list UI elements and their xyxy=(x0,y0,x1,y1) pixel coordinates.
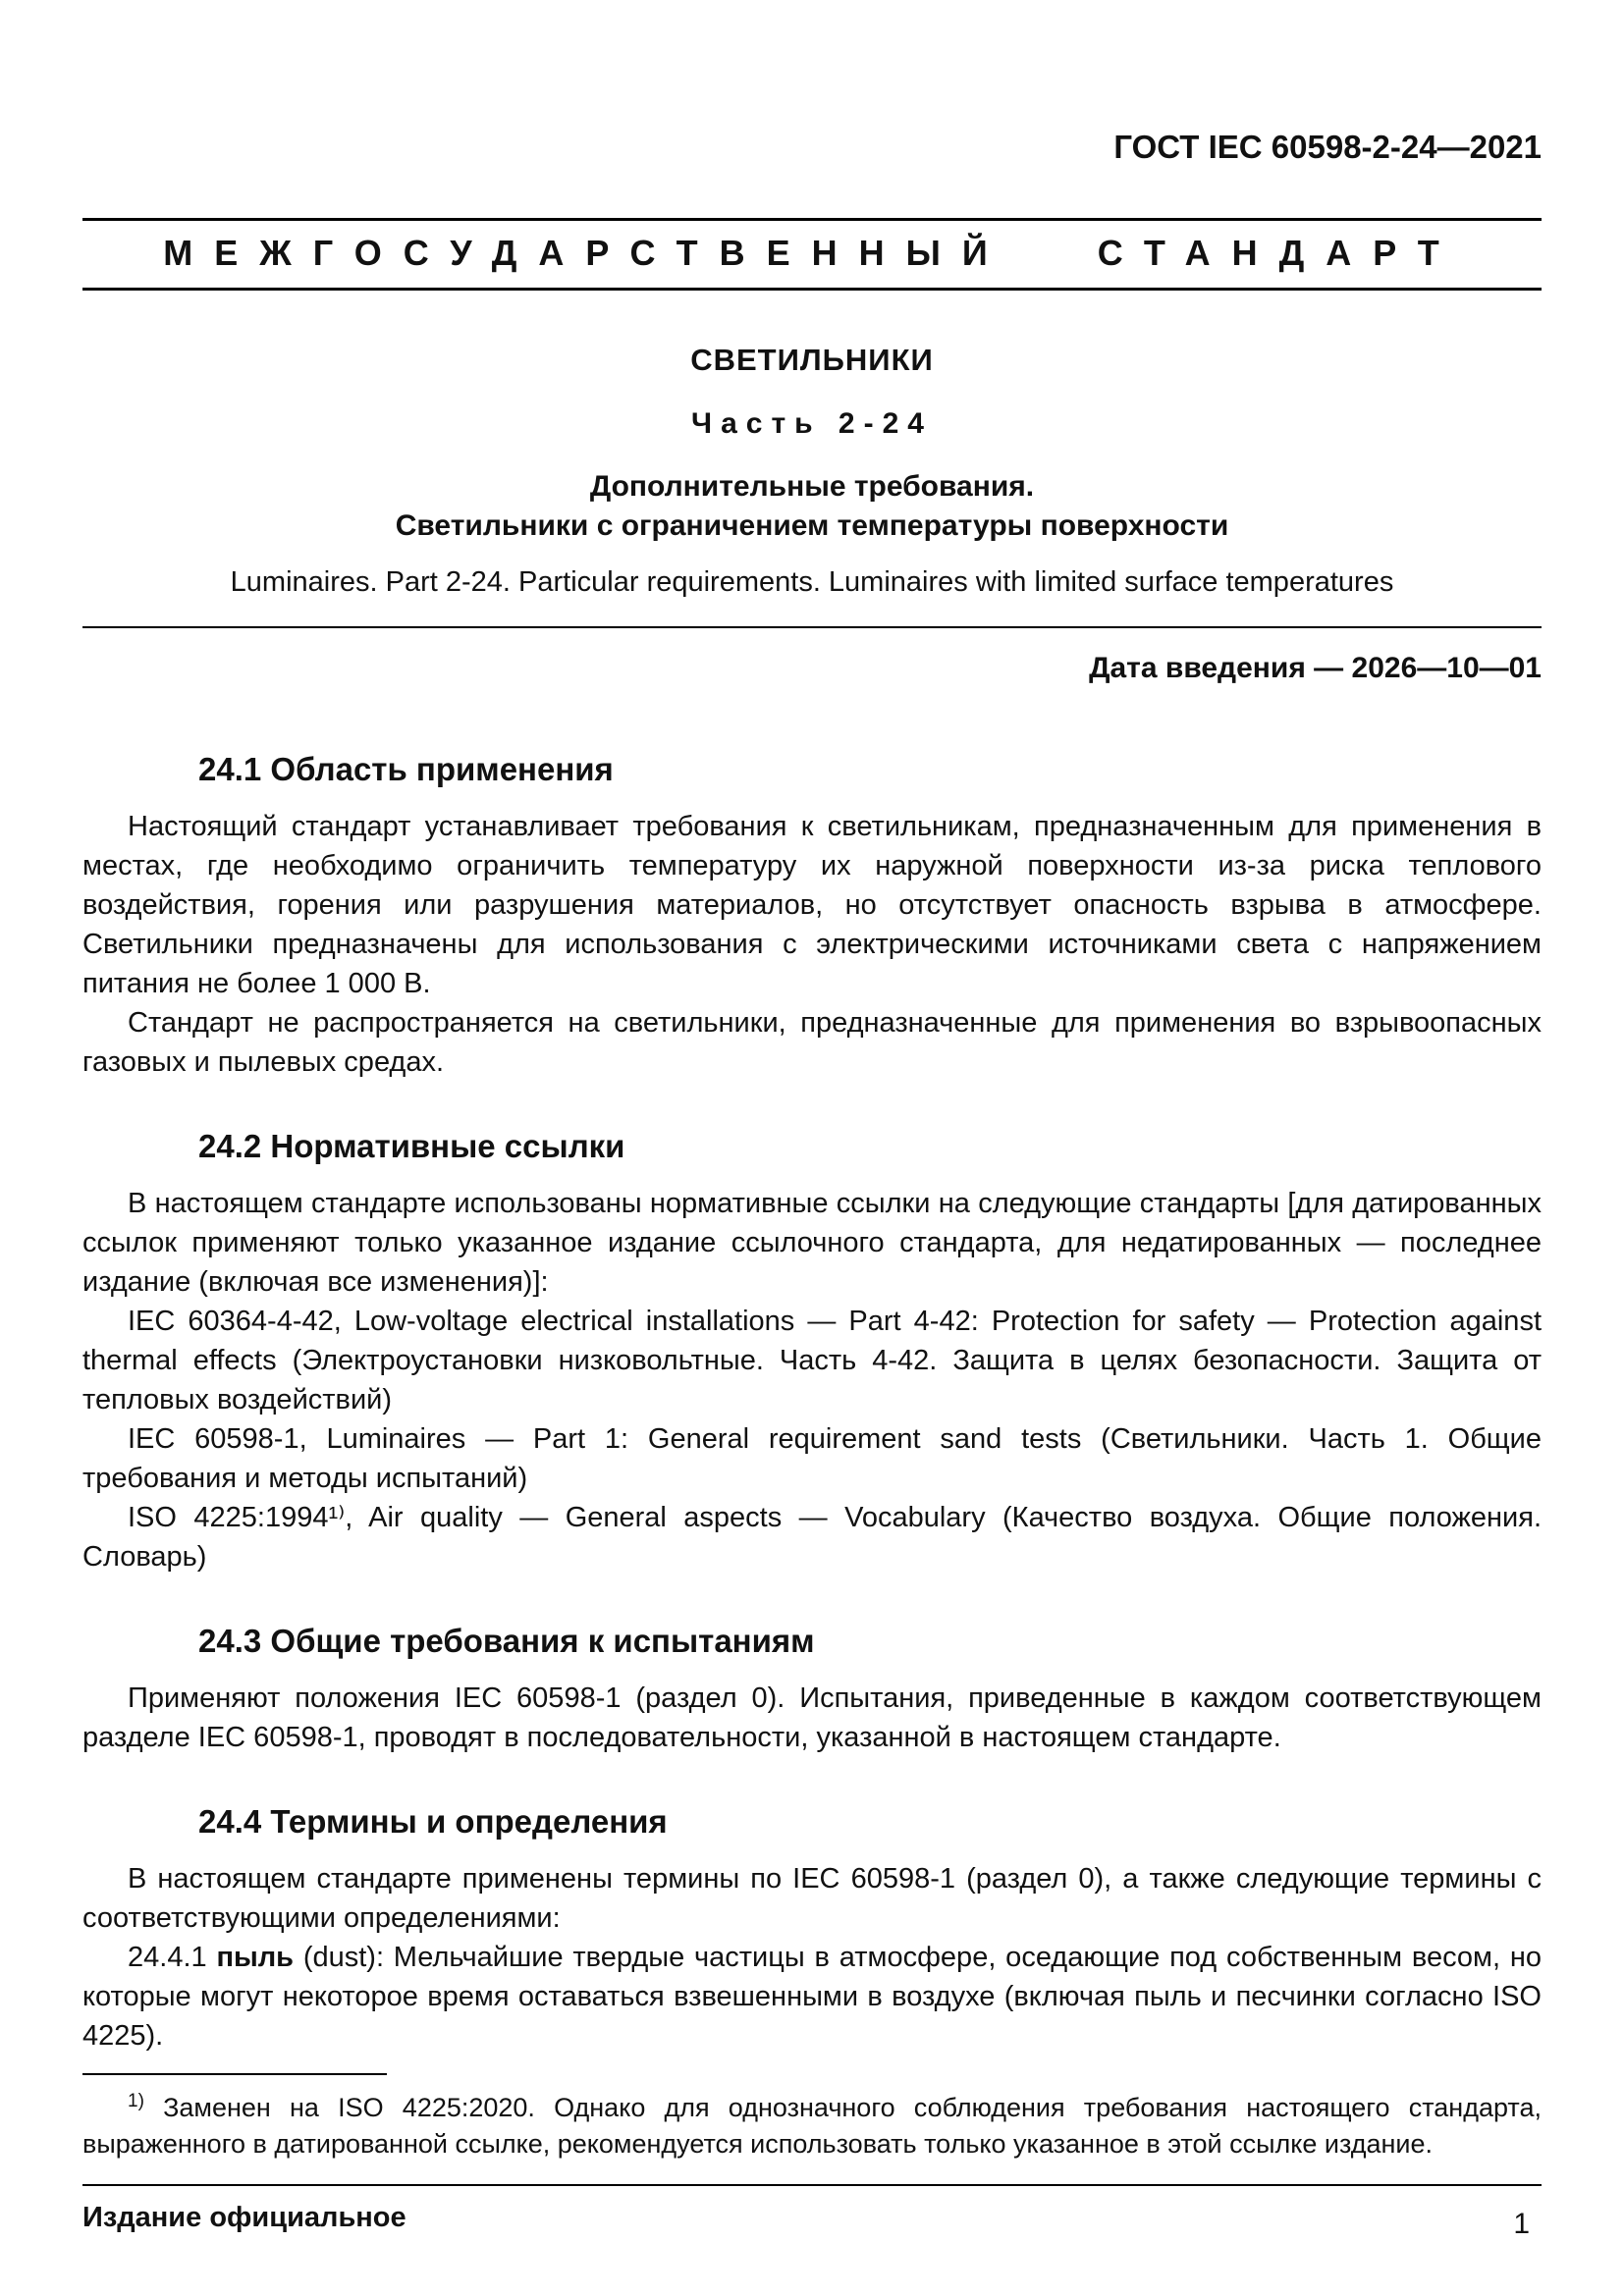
footnote-text: Заменен на ISO 4225:2020. Однако для однозначного соблюдения требования настоящего стандарта, выраженного в датированной ссылке, рекомендуется использовать только указанное в этой ссылке издание. xyxy=(82,2093,1542,2159)
doc-subtitle-line-2: Светильники с ограничением температуры поверхности xyxy=(395,509,1229,542)
term-definition-text: (dust): Мельчайшие твердые частицы в атмосфере, оседающие под собственным весом, но которые могут некоторое время оставаться взвешенными в воздухе (включая пыль и песчинки согласно ISO 4225). xyxy=(82,1942,1542,2052)
edition-note: Издание официальное xyxy=(82,2202,406,2233)
section-24-4-heading: 24.4 Термины и определения xyxy=(198,1803,668,1840)
normative-reference-iec-60598-1: IEC 60598-1, Luminaires — Part 1: General requirement sand tests (Светильники. Часть 1. Общие требования и методы испытаний) xyxy=(82,1423,1542,1494)
normative-reference-iso-4225: ISO 4225:1994¹⁾, Air quality — General aspects — Vocabulary (Качество воздуха. Общие положения. Словарь) xyxy=(82,1502,1542,1573)
doc-part: Часть 2-24 xyxy=(691,407,933,440)
normative-reference-iec-60364: IEC 60364-4-42, Low-voltage electrical installations — Part 4-42: Protection for safety — Protection against thermal effects (Электроустановки низковольтные. Часть 4-42. Защита в целях безопасности. Защита от тепловых воздействий) xyxy=(82,1306,1542,1415)
title-block-rule xyxy=(82,626,1542,628)
doc-code: ГОСТ IEC 60598-2-24—2021 xyxy=(1113,129,1542,165)
effective-date: Дата введения — 2026—10—01 xyxy=(1089,652,1542,684)
section-24-3-paragraph-1: Применяют положения IEC 60598-1 (раздел 0). Испытания, приведенные в каждом соответствующем разделе IEC 60598-1, проводят в последовательности, указанной в настоящем стандарте. xyxy=(82,1682,1542,1753)
doc-subtitle xyxy=(82,467,1542,546)
footnote-marker: 1) xyxy=(128,2091,144,2111)
section-24-3-heading: 24.3 Общие требования к испытаниям xyxy=(198,1623,815,1659)
section-24-2-heading: 24.2 Нормативные ссылки xyxy=(198,1128,625,1164)
masthead-rule-bottom xyxy=(82,288,1542,291)
footnote xyxy=(82,2083,1542,2163)
term-number: 24.4.1 xyxy=(128,1942,207,1973)
section-24-4-intro: В настоящем стандарте применены термины по IEC 60598-1 (раздел 0), а также следующие термины с соответствующими определениями: xyxy=(82,1863,1542,1934)
section-24-2-intro: В настоящем стандарте использованы нормативные ссылки на следующие стандарты [для датированных ссылок применяют только указанное издание ссылочного стандарта, для недатированных — последнее издание (включая все изменения)]: xyxy=(82,1188,1542,1298)
doc-subtitle-line-1: Дополнительные требования. xyxy=(589,470,1035,503)
section-24-1-heading: 24.1 Область применения xyxy=(198,751,614,787)
term-definition-paragraph xyxy=(82,1938,1542,2056)
doc-title: СВЕТИЛЬНИКИ xyxy=(690,343,934,377)
footer-rule xyxy=(82,2184,1542,2186)
doc-title-english: Luminaires. Part 2-24. Particular requirements. Luminaires with limited surface temperatures xyxy=(230,566,1394,598)
section-24-1-paragraph-2: Стандарт не распространяется на светильники, предназначенные для применения во взрывоопасных газовых и пылевых средах. xyxy=(82,1007,1542,1078)
footnote-separator-rule xyxy=(82,2073,387,2075)
term-word: пыль xyxy=(216,1942,294,1973)
standard-type-title: МЕЖГОСУДАРСТВЕННЫЙ СТАНДАРТ xyxy=(163,233,1461,273)
section-24-1-paragraph-1: Настоящий стандарт устанавливает требования к светильникам, предназначенным для применения в местах, где необходимо ограничить температуру их наружной поверхности из-за риска теплового воздействия, горения или разрушения материалов, но отсутствует опасность взрыва в атмосфере. Светильники предназначены для использования с электрическими источниками света с напряжением питания не более 1 000 В. xyxy=(82,811,1542,999)
page-number: 1 xyxy=(1513,2208,1530,2240)
